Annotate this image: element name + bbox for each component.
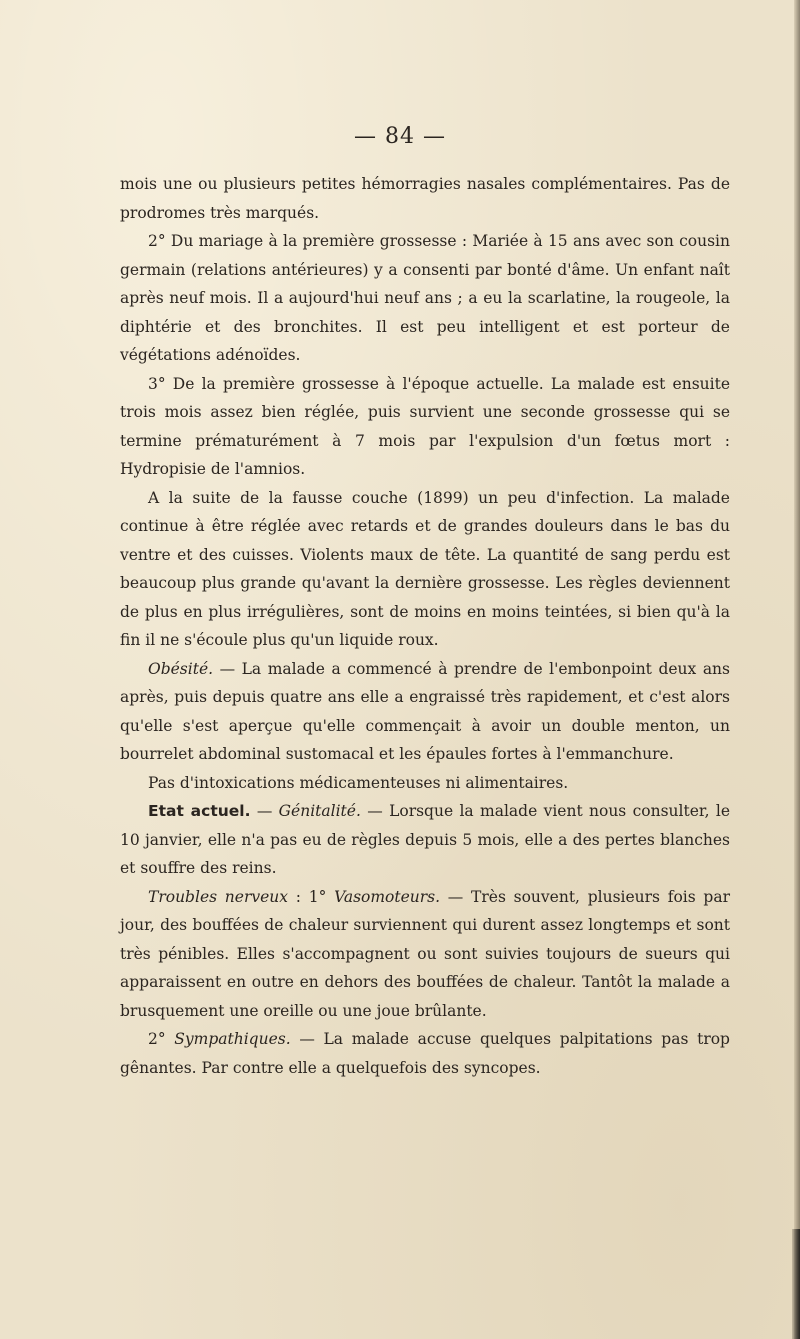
genitalite-heading: Génitalité. <box>278 802 361 820</box>
paragraph-obesite <box>120 655 730 769</box>
obesite-text: — La malade a commencé à prendre de l'embonpoint deux ans après, puis depuis quatre ans elle a engraissé très rapidement, et c'est alors qu'elle s'est aperçue qu'elle commençait à avoir un double menton, un bourrelet abdominal sustomacal et les épaules fortes à l'emmanchure. <box>120 659 730 763</box>
etat-actuel-heading: Etat actuel. <box>148 802 251 820</box>
troubles-nerveux-mid: : 1° <box>288 887 335 906</box>
page-corner-shadow <box>792 1229 800 1339</box>
page-edge-shadow <box>794 0 800 1339</box>
etat-actuel-sep: — <box>250 802 279 820</box>
genitalite-text: — Lorsque la malade vient nous consulter, le 10 janvier, elle n'a pas eu de règles depuis 5 mois, elle a des pertes blanches et souffre des reins. <box>120 802 730 877</box>
sympathiques-heading: Sympathiques. <box>174 1030 291 1048</box>
paragraph-1: mois une ou plusieurs petites hémorragies nasales complémentaires. Pas de prodromes très marqués. <box>120 175 730 222</box>
sympathiques-prefix: 2° <box>148 1030 175 1048</box>
troubles-nerveux-heading: Troubles nerveux <box>148 887 289 906</box>
paragraph-4: A la suite de la fausse couche (1899) un peu d'infection. La malade continue à être réglée avec retards et de grandes douleurs dans le bas du ventre et des cuisses. Violents maux de tête. La quantité de sang perdu est beaucoup plus grande qu'avant la dernière grossesse. Les règles deviennent de plus en plus irrégulières, sont de moins en moins teintées, si bien qu'à la fin il ne s'écoule plus qu'un liquide roux. <box>120 488 730 649</box>
obesite-heading: Obésité. <box>148 659 214 678</box>
vasomoteurs-heading: Vasomoteurs. <box>334 887 441 906</box>
paragraph-sympathiques <box>120 1025 730 1082</box>
paragraph-troubles-nerveux <box>120 883 730 1026</box>
paragraph-3: 3° De la première grossesse à l'époque actuelle. La malade est ensuite trois mois assez bien réglée, puis survient une seconde grossesse qui se termine prématurément à 7 mois par l'expulsion d'un fœtus mort : Hydropisie de l'amnios. <box>120 374 730 478</box>
paragraph-intoxications: Pas d'intoxications médicamenteuses ni alimentaires. <box>148 773 569 792</box>
paragraph-etat-actuel <box>120 797 730 883</box>
sympathiques-text: — La malade accuse quelques palpitations pas trop gênantes. Par contre elle a quelquefois des syncopes. <box>120 1030 730 1077</box>
vasomoteurs-text: — Très souvent, plusieurs fois par jour, des bouffées de chaleur surviennent qui durent assez longtemps et sont très pénibles. Elles s'accompagnent ou sont suivies toujours de sueurs qui apparaissent en outre en dehors des bouffées de chaleur. Tantôt la malade a brusquement une oreille ou une joue brûlante. <box>120 887 731 1020</box>
paragraph-2: 2° Du mariage à la première grossesse : Mariée à 15 ans avec son cousin germain (relations antérieures) y a consenti par bonté d'âme. Un enfant naît après neuf mois. Il a aujourd'hui neuf ans ; a eu la scarlatine, la rougeole, la diphtérie et des bronchites. Il est peu intelligent et est porteur de végétations adénoïdes. <box>120 232 730 364</box>
page-number: — 84 — <box>354 124 446 149</box>
body-text <box>120 170 730 1082</box>
